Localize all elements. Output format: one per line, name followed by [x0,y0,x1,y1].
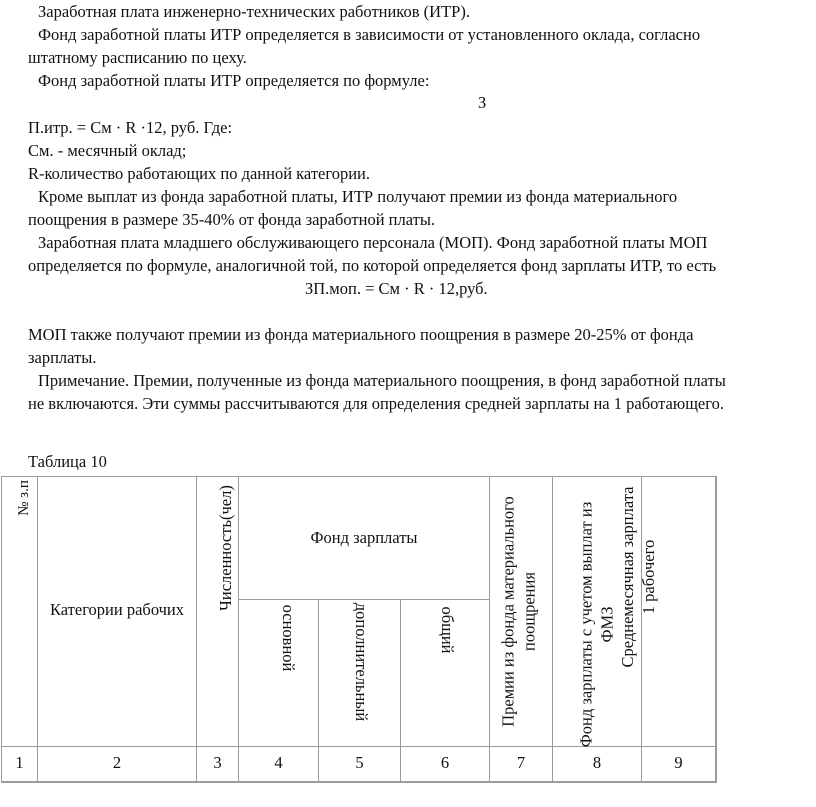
col-number-4: 4 [274,753,283,772]
header-fund-group: Фонд зарплаты [310,528,418,547]
col-number-1: 1 [15,753,24,772]
definition-sm: См. - месячный оклад; [28,141,187,160]
table-caption: Таблица 10 [28,452,107,471]
col-line [238,476,239,783]
header-avg-monthly: Среднемесячная зарплата 1 рабочего [618,486,658,668]
paragraph-note: Примечание. Премии, полученные из фонда материального поощрения, в фонд заработной платы [38,371,726,390]
table-border-right [715,476,717,783]
header-headcount: Численность(чел) [216,485,235,611]
paragraph: Кроме выплат из фонда заработной платы, ИТР получают премии из фонда материального [38,187,678,206]
definition-r: R-количество работающих по данной категории. [28,164,370,183]
paragraph-title: Заработная плата инженерно-технических работников (ИТР). [38,2,470,21]
header-bonus-box [487,477,550,747]
col-number-3: 3 [213,753,222,772]
header-num: № з.п [16,480,32,516]
col-number-7: 7 [516,753,526,772]
table-border-top [1,476,716,477]
col-number-8: 8 [592,753,602,772]
formula-fragment: З [478,93,487,112]
paragraph: Фонд заработной платы ИТР определяется в зависимости от установленного оклада, согласно [38,25,701,44]
col-line [37,476,38,783]
paragraph: зарплаты. [28,348,97,367]
col-number-2: 2 [112,753,122,772]
paragraph-note: не включаются. Эти суммы рассчитываются для определения средней зарплаты на 1 работающего. [28,394,724,413]
paragraph: определяется по формуле, аналогичной той, по которой определяется фонд зарплаты ИТР, то есть [28,256,717,275]
formula-itr: П.итр. = См · R ·12, руб. Где: [28,118,233,137]
paragraph: штатному расписанию по цеху. [28,48,247,67]
col-number-9: 9 [674,753,683,772]
formula-mop: ЗП.моп. = См · R · 12,руб. [305,279,488,298]
col-number-5: 5 [355,753,364,772]
header-fund-total: общий [438,606,457,654]
col-line [196,476,197,783]
table-border-bottom [1,781,716,783]
col-number-6: 6 [440,753,450,772]
header-avg-monthly-box [601,482,675,672]
header-fund-basic: основной [279,604,298,672]
paragraph: Заработная плата младшего обслуживающего персонала (МОП). Фонд заработной платы МОП [38,233,708,252]
col-line [1,476,2,783]
paragraph: МОП также получают премии из фонда материального поощрения в размере 20-25% от фонда [28,325,694,344]
header-category: Категории рабочих [49,600,185,619]
paragraph: Фонд заработной платы ИТР определяется по формуле: [38,71,430,90]
paragraph: поощрения в размере 35-40% от фонда заработной платы. [28,210,436,229]
header-bonus: Премии из фонда материального поощрения [498,496,538,727]
header-fund-with-fmz: Фонд зарплаты с учетом выплат из ФМЗ [576,501,616,748]
header-fund-additional: дополнительный [352,602,371,722]
